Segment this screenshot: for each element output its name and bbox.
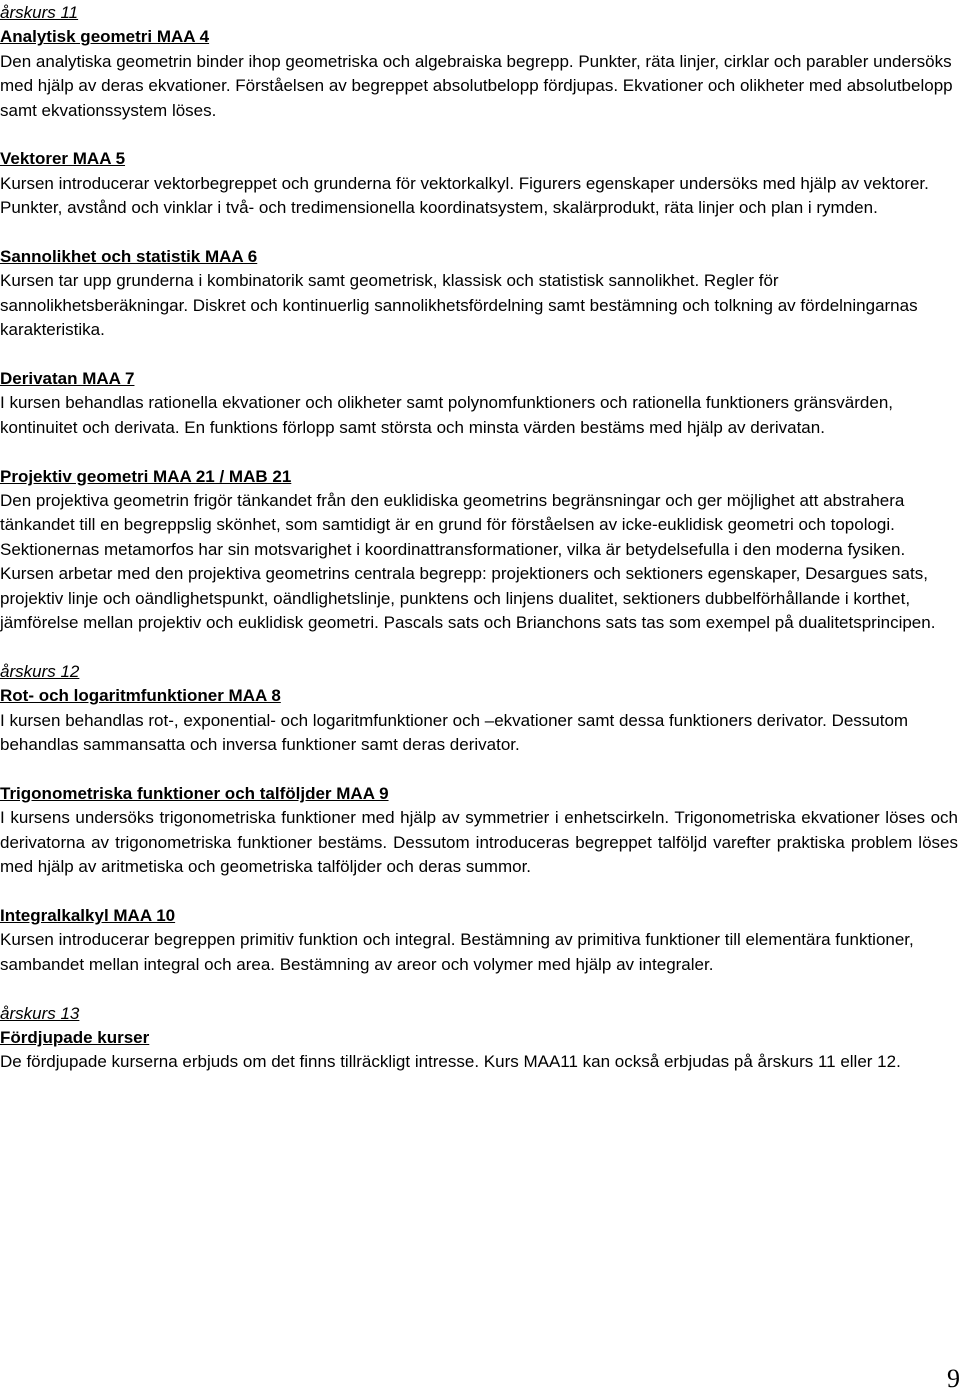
course-title: Rot- och logaritmfunktioner MAA 8 xyxy=(0,686,281,706)
course-title: Projektiv geometri MAA 21 / MAB 21 xyxy=(0,466,292,486)
grade-heading: årskurs 12 xyxy=(0,661,80,681)
course-description: I kursen behandlas rot-, exponential- och logaritmfunktioner och –ekvationer samt dessa funktioners derivator. Dessutom behandlas sammansatta och inversa funktioner samt deras derivator. xyxy=(0,710,909,755)
course-description: Kursen introducerar vektorbegreppet och grunderna för vektorkalkyl. Figurers egenskaper undersöks med hjälp av vektorer. Punkter, avstånd och vinklar i två- och tredimensionella koordinatsystem, skalärprodukt, räta linjer och plan i rymden. xyxy=(0,173,929,218)
course-title: Trigonometriska funktioner och talföljder MAA 9 xyxy=(0,783,389,803)
section-sannolikhet xyxy=(0,245,958,343)
course-title: Fördjupade kurser xyxy=(0,1027,150,1047)
course-description: Kursen introducerar begreppen primitiv funktion och integral. Bestämning av primitiva funktioner till elementära funktioner, sambandet mellan integral och area. Bestämning av areor och volymer med hjälp av integraler. xyxy=(0,930,914,974)
course-description: I kursens undersöks trigonometriska funktioner med hjälp av symmetrier i enhetscirkeln. Trigonometriska ekvationer löses och derivatorna av trigonometriska funktioner bestäms. Dessutom introduceras begreppet talföljd varefter praktiska problem löses med hjälp av aritmetiska och geometriska talföljder och deras summor. xyxy=(0,808,958,877)
course-title: Integralkalkyl MAA 10 xyxy=(0,905,176,925)
section-projektiv-geometri xyxy=(0,465,958,636)
page-number: 9 xyxy=(947,1364,960,1393)
course-title: Vektorer MAA 5 xyxy=(0,149,126,169)
course-description: Kursen arbetar med den projektiva geometrins centrala begrepp: projektioners och sektioners egenskaper, Desargues sats, projektiv linje och oändlighetspunkt, oändlighetslinje, punktens och linjens dualitet, sektioners dubbelförhållande i korthet, jämförelse mellan projektiv och euklidisk geometri. Pascals sats och Brianchons sats tas som exempel på dualitetsprincipen. xyxy=(0,564,936,633)
grade-heading: årskurs 13 xyxy=(0,1003,80,1023)
course-title: Derivatan MAA 7 xyxy=(0,369,135,389)
course-description: Den analytiska geometrin binder ihop geometriska och algebraiska begrepp. Punkter, räta linjer, cirklar och parabler undersöks med hjälp av deras ekvationer. Förståelsen av begreppet absolutbelopp fördjupas. Ekvationer och olikheter med absolutbelopp samt ekvationssystem löses. xyxy=(0,51,953,120)
section-vektorer xyxy=(0,147,958,220)
section-integralkalkyl xyxy=(0,904,958,977)
course-description: I kursen behandlas rationella ekvationer och olikheter samt polynomfunktioners och rationella funktioners gränsvärden, kontinuitet och derivata. En funktions förlopp samt största och minsta värden bestäms med hjälp av derivatan. xyxy=(0,393,894,437)
course-description: Den projektiva geometrin frigör tänkandet från den euklidiska geometrins begränsningar och ger möjlighet att abstrahera tänkandet till en begreppslig skönhet, som samtidigt är en grund för förståelsen av icke-euklidisk geometri och topologi. Sektionernas metamorfos har sin motsvarighet i koordinattransformationer, vilka är betydelsefulla i den moderna fysiken. xyxy=(0,491,906,559)
section-rot-logaritm xyxy=(0,660,958,758)
section-analytisk-geometri xyxy=(0,1,958,123)
course-description: De fördjupade kurserna erbjuds om det finns tillräckligt intresse. Kurs MAA11 kan också erbjudas på årskurs 11 eller 12. xyxy=(0,1052,901,1072)
grade-heading: årskurs 11 xyxy=(0,3,79,22)
section-trigonometri xyxy=(0,782,958,880)
course-title: Sannolikhet och statistik MAA 6 xyxy=(0,247,258,267)
course-description: Kursen tar upp grunderna i kombinatorik samt geometrisk, klassisk och statistisk sannolikhet. Regler för sannolikhetsberäkningar. Diskret och kontinuerlig sannolikhetsfördelning samt bestämning och tolkning av fördelningarnas karakteristika. xyxy=(0,271,918,340)
course-title: Analytisk geometri MAA 4 xyxy=(0,27,210,47)
section-fordjupade-kurser xyxy=(0,1002,958,1075)
section-derivatan xyxy=(0,367,958,440)
